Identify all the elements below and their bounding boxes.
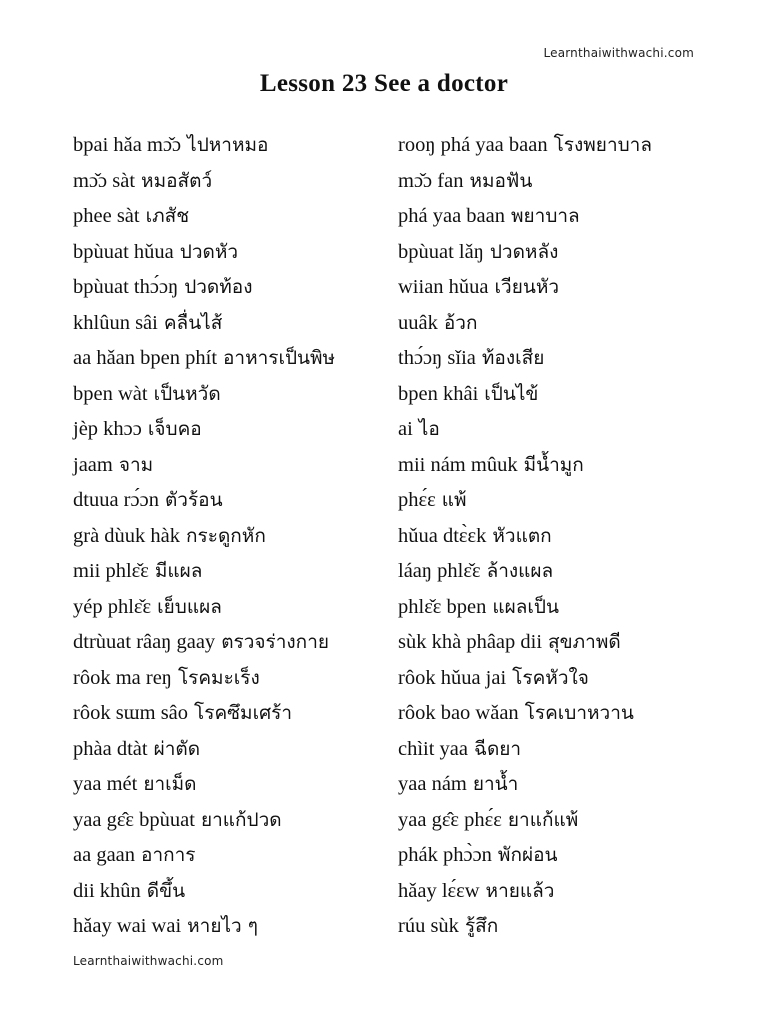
vocab-item [73,625,388,661]
vocab-romanization: yép phlɛ̌ɛ [73,595,152,618]
vocab-thai: ยาแก้แพ้ [507,808,579,831]
vocab-item [73,128,388,164]
vocab-romanization: dii khûn [73,879,141,902]
vocab-thai: ดีขึ้น [146,879,186,902]
vocab-thai: ยาน้ำ [472,773,519,795]
vocab-thai: หายไว ๆ [187,915,258,937]
vocab-romanization: hǎay wai wai [73,915,182,937]
vocab-thai: โรคเบาหวาน [524,702,634,724]
vocab-item [73,696,388,732]
vocab-item [73,341,388,377]
vocab-column-left [73,128,388,945]
vocab-item [398,803,718,839]
vocab-thai: ปวดหลัง [489,240,559,263]
vocab-item [73,519,388,555]
vocab-item [398,235,718,271]
vocab-thai: โรคมะเร็ง [177,666,260,689]
vocab-item [73,377,388,413]
vocab-thai: จาม [118,453,154,476]
vocab-romanization: bpùuat thɔ́ɔŋ [73,276,179,298]
vocab-item [398,128,718,164]
vocab-romanization: rôok sɯm sâo [73,702,189,724]
vocab-thai: แผลเป็น [492,595,559,618]
vocab-thai: หมอสัตว์ [141,169,213,192]
vocab-thai: โรงพยาบาล [553,134,652,156]
vocab-thai: ปวดท้อง [184,276,253,298]
vocab-romanization: hǎay lɛ́ɛw [398,879,480,902]
vocab-romanization: hǔua dtɛ̀ɛk [398,524,487,547]
vocab-thai: หัวแตก [492,524,552,547]
vocab-thai: มีแผล [154,560,203,582]
vocab-romanization: phlɛ̌ɛ bpen [398,595,487,618]
vocab-romanization: bpai hǎa mɔ̌ɔ [73,134,182,156]
vocab-item [398,164,718,200]
vocab-romanization: rúu sùk [398,915,459,937]
vocab-thai: เป็นหวัด [153,382,221,405]
vocab-thai: ผ่าตัด [153,737,201,760]
vocab-item [398,661,718,697]
vocab-thai: อ้วก [443,311,478,334]
vocab-item [73,909,388,945]
vocab-romanization: bpùuat lǎŋ [398,240,484,263]
vocab-thai: โรคซึมเศร้า [194,702,292,724]
vocab-thai: ตรวจร่างกาย [221,631,329,653]
vocab-romanization: aa hǎan bpen phít [73,347,218,369]
vocab-item [398,412,718,448]
site-url-bottom: Learnthaiwithwachi.com [73,954,224,968]
vocab-item [398,838,718,874]
vocab-thai: อาหารเป็นพิษ [223,347,336,369]
vocab-item [398,554,718,590]
vocab-romanization: bpùuat hǔua [73,240,174,263]
vocab-item [398,519,718,555]
vocab-thai: สุขภาพดี [548,631,621,653]
vocab-item [398,625,718,661]
vocab-thai: เย็บแผล [157,595,222,618]
vocab-romanization: bpen khâi [398,382,479,405]
page-title: Lesson 23 See a doctor [259,70,509,97]
vocab-thai: เป็นไข้ [484,382,539,405]
vocab-romanization: grà dùuk hàk [73,524,181,547]
vocab-romanization: chìit yaa [398,737,469,760]
vocab-romanization: aa gaan [73,844,136,866]
vocab-romanization: bpen wàt [73,382,148,405]
vocab-item [398,448,718,484]
vocab-item [398,199,718,235]
vocab-romanization: mii nám mûuk [398,453,518,476]
vocab-thai: ล้างแผล [486,560,554,582]
vocab-thai: หมอฟัน [469,169,533,192]
vocab-romanization: yaa nám [398,773,467,795]
vocab-romanization: ai [398,418,413,440]
vocab-item [73,235,388,271]
vocab-item [73,306,388,342]
vocab-item [73,412,388,448]
vocab-item [73,661,388,697]
vocab-romanization: rooŋ phá yaa baan [398,134,548,156]
vocab-item [73,483,388,519]
vocab-romanization: jèp khɔɔ [73,418,142,440]
vocab-item [398,590,718,626]
vocab-thai: ยาแก้ปวด [200,808,282,831]
vocab-thai: มีน้ำมูก [523,453,584,476]
vocab-romanization: khlûun sâi [73,311,158,334]
vocab-item [398,732,718,768]
vocab-romanization: phee sàt [73,205,140,227]
vocab-item [73,448,388,484]
vocab-item [73,767,388,803]
vocab-romanization: phàa dtàt [73,737,148,760]
vocab-romanization: mɔ̌ɔ sàt [73,169,136,192]
vocab-romanization: yaa gɛ̂ɛ bpùuat [73,808,195,831]
vocab-romanization: dtuua rɔ́ɔn [73,489,159,511]
vocab-romanization: rôok ma reŋ [73,666,172,689]
vocab-item [73,803,388,839]
vocab-romanization: jaam [73,453,113,476]
vocab-thai: เภสัช [145,205,190,227]
vocab-thai: ไอ [418,418,440,440]
vocab-item [73,270,388,306]
vocab-thai: หายแล้ว [485,879,555,902]
vocab-column-right [398,128,718,945]
site-url-top: Learnthaiwithwachi.com [543,46,694,60]
vocab-item [398,306,718,342]
vocab-thai: กระดูกหัก [186,524,266,547]
vocab-romanization: phá yaa baan [398,205,505,227]
vocab-romanization: rôok bao wǎan [398,702,519,724]
vocab-thai: ตัวร้อน [164,489,223,511]
vocab-item [398,483,718,519]
vocab-romanization: yaa mét [73,773,138,795]
vocab-thai: เวียนหัว [494,276,560,298]
vocab-thai: ปวดหัว [179,240,239,263]
vocab-romanization: yaa gɛ̂ɛ phɛ́ɛ [398,808,502,831]
vocab-romanization: phák phɔ̀ɔn [398,844,492,866]
vocab-item [398,767,718,803]
vocab-thai: ยาเม็ด [143,773,197,795]
vocab-item [73,554,388,590]
vocab-romanization: rôok hǔua jai [398,666,507,689]
vocab-thai: เจ็บคอ [147,418,202,440]
vocab-romanization: sùk khà phâap dii [398,631,543,653]
vocab-item [73,874,388,910]
vocab-thai: ฉีดยา [474,737,522,760]
vocab-thai: คลื่นไส้ [163,311,223,334]
vocab-item [398,874,718,910]
vocab-item [73,164,388,200]
vocab-romanization: mɔ̌ɔ fan [398,169,464,192]
vocab-thai: แพ้ [441,489,467,511]
vocab-romanization: wiian hǔua [398,276,489,298]
vocab-item [398,909,718,945]
vocab-romanization: dtrùuat râaŋ gaay [73,631,216,653]
vocab-thai: อาการ [141,844,196,866]
vocab-item [73,838,388,874]
vocab-item [73,732,388,768]
vocab-romanization: uuâk [398,311,438,334]
vocab-thai: โรคหัวใจ [512,666,589,689]
vocab-item [398,696,718,732]
vocab-item [398,270,718,306]
vocab-item [73,590,388,626]
vocab-romanization: thɔ́ɔŋ sǐia [398,347,476,369]
vocab-thai: พยาบาล [511,205,580,227]
vocab-romanization: mii phlɛ̌ɛ [73,560,149,582]
vocab-thai: ไปหาหมอ [187,134,269,156]
vocab-item [398,377,718,413]
vocab-thai: พักผ่อน [497,844,558,866]
vocab-thai: ท้องเสีย [481,347,545,369]
vocab-item [73,199,388,235]
vocab-item [398,341,718,377]
vocab-romanization: láaŋ phlɛ̌ɛ [398,560,481,582]
vocab-romanization: phɛ́ɛ [398,489,436,511]
vocab-thai: รู้สึก [464,915,499,937]
